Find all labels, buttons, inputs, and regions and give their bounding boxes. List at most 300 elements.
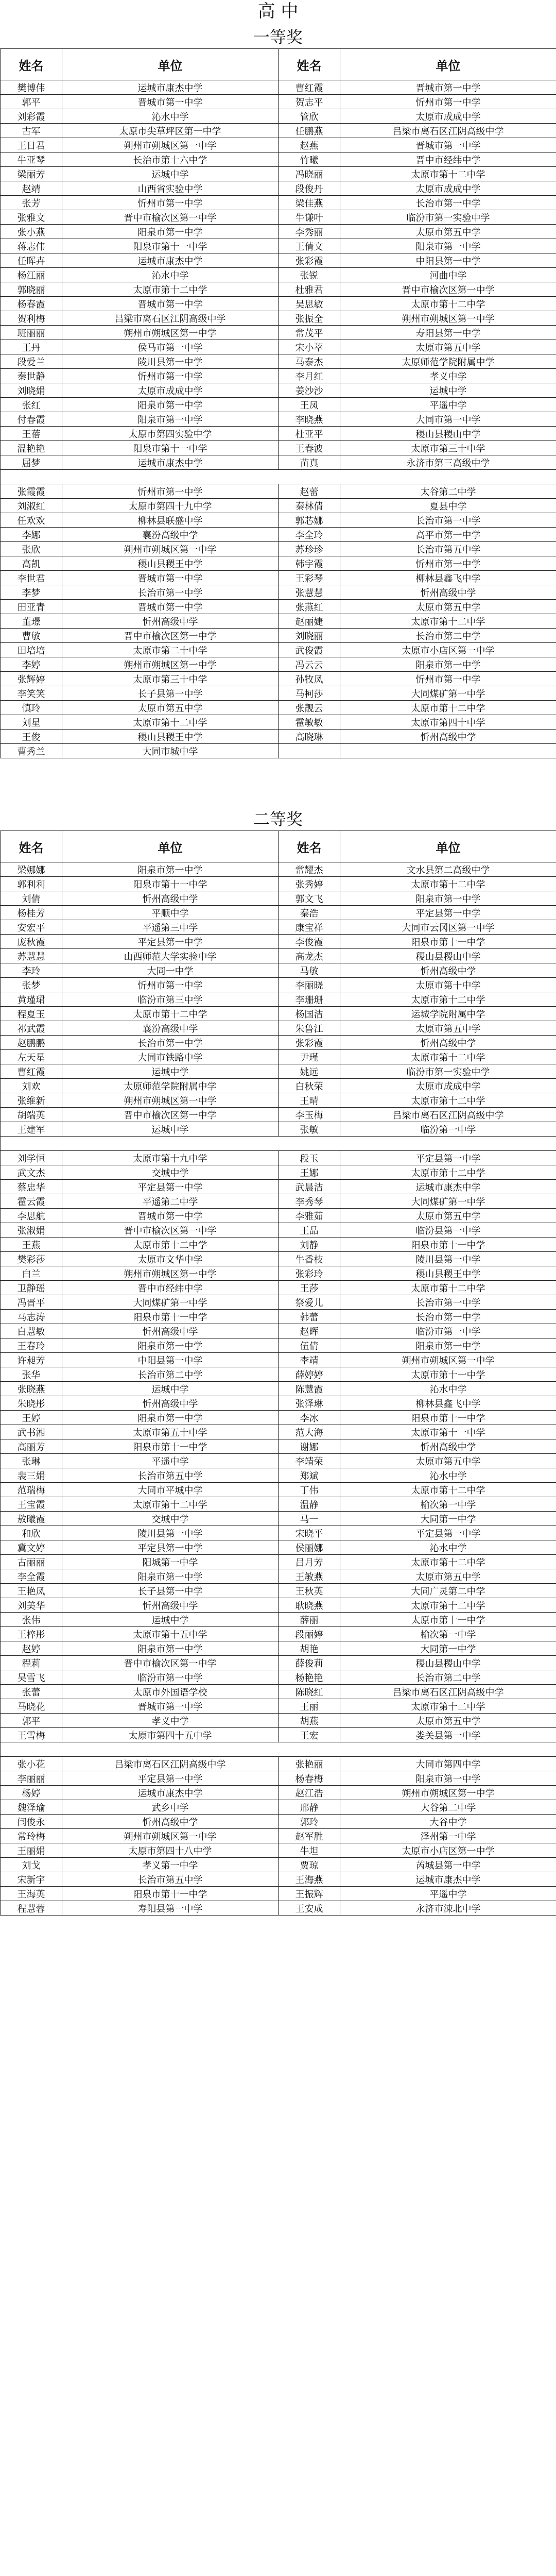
- winner-name-cell: 范瑞梅: [1, 1483, 62, 1497]
- winner-name-cell: 樊博伟: [1, 80, 62, 95]
- winner-unit-cell: 大同市铁路中学: [62, 1050, 279, 1064]
- winner-name-cell: 王海英: [1, 1887, 62, 1901]
- block-separator: [1, 1742, 556, 1757]
- winner-unit-cell: 太原市第十二中学: [62, 1238, 279, 1252]
- table-row: [1, 239, 556, 253]
- table-row: [1, 1338, 556, 1353]
- block-separator-cell: [1, 1742, 556, 1757]
- winner-unit-cell: 运城市康杰中学: [62, 253, 279, 268]
- winner-unit-cell: 长治市第一中学: [62, 585, 279, 600]
- table-row: [1, 1295, 556, 1310]
- winner-unit-cell: 阳泉市第十一中学: [62, 1887, 279, 1901]
- winner-unit-cell: 太原市成成中学: [340, 1079, 556, 1093]
- winner-unit-cell: 稷山县稷王中学: [340, 1266, 556, 1281]
- table-row: [1, 1555, 556, 1569]
- winner-name-cell: 冯晓丽: [279, 167, 340, 181]
- winner-name-cell: 竹曦: [279, 152, 340, 167]
- winner-name-cell: 王敏燕: [279, 1569, 340, 1584]
- winner-name-cell: 段俊丹: [279, 181, 340, 196]
- winner-name-cell: 和欣: [1, 1526, 62, 1540]
- winner-name-cell: 李冰: [279, 1411, 340, 1425]
- winner-unit-cell: 长治市第一中学: [340, 1295, 556, 1310]
- winner-name-cell: 班丽丽: [1, 326, 62, 340]
- winner-name-cell: 马晓花: [1, 1699, 62, 1714]
- winner-name-cell: 孙牧凤: [279, 672, 340, 686]
- winner-name-cell: 杜雅君: [279, 282, 340, 297]
- winner-name-cell: 张燕红: [279, 600, 340, 614]
- winner-name-cell: 王宝霞: [1, 1497, 62, 1512]
- winner-unit-cell: 忻州市第一中学: [62, 978, 279, 992]
- winner-name-cell: 张敏: [279, 1122, 340, 1137]
- winner-unit-cell: 大同市第四中学: [340, 1757, 556, 1771]
- table-row: [1, 1165, 556, 1180]
- table-row: [1, 1540, 556, 1555]
- winner-unit-cell: 大同第一中学: [340, 1512, 556, 1526]
- winner-name-cell: 李丽丽: [1, 1771, 62, 1786]
- winner-name-cell: 温静: [279, 1497, 340, 1512]
- table-row: [1, 1670, 556, 1685]
- winner-unit-cell: 娄关县第一中学: [340, 1728, 556, 1742]
- winner-unit-cell: 孝义第一中学: [62, 1858, 279, 1872]
- winner-unit-cell: 晋城市第一中学: [62, 1699, 279, 1714]
- winner-name-cell: 王春波: [279, 441, 340, 455]
- winner-name-cell: 刘星: [1, 715, 62, 730]
- winner-unit-cell: 陵川县第一中学: [340, 1252, 556, 1266]
- winner-name-cell: 李靖: [279, 1353, 340, 1367]
- winner-name-cell: 张梦: [1, 978, 62, 992]
- winner-unit-cell: 运城市康杰中学: [62, 1786, 279, 1800]
- winner-unit-cell: 大同第一中学: [340, 1641, 556, 1656]
- winner-name-cell: 杜亚平: [279, 427, 340, 441]
- table-row: [1, 1569, 556, 1584]
- winner-unit-cell: 朔州市朔城区第一中学: [62, 1266, 279, 1281]
- winner-unit-cell: 长治市第二中学: [340, 1670, 556, 1685]
- winner-unit-cell: 阳泉市第一中学: [62, 398, 279, 412]
- table-row: [1, 427, 556, 441]
- winner-unit-cell: 忻州高级中学: [340, 1036, 556, 1050]
- winner-name-cell: 李雅茹: [279, 1209, 340, 1223]
- winner-name-cell: 王莎: [279, 1281, 340, 1295]
- winner-name-cell: 杨江丽: [1, 268, 62, 282]
- winner-unit-cell: 永济市第三高级中学: [340, 455, 556, 470]
- table-row: [1, 585, 556, 600]
- winner-name-cell: 王丹: [1, 340, 62, 354]
- winner-name-cell: 李玲: [1, 963, 62, 978]
- winner-name-cell: 朱鲁江: [279, 1021, 340, 1036]
- winner-unit-cell: 运城中学: [62, 1613, 279, 1627]
- winner-name-cell: 张艳丽: [279, 1757, 340, 1771]
- winner-unit-cell: 阳泉市第一中学: [340, 239, 556, 253]
- table-row: [1, 715, 556, 730]
- block-separator-cell: [1, 1137, 556, 1151]
- winner-name-cell: 郭文飞: [279, 891, 340, 906]
- winner-unit-cell: 太原市第五十中学: [62, 1425, 279, 1439]
- winner-name-cell: 李玉梅: [279, 1108, 340, 1122]
- winner-name-cell: 董璟: [1, 614, 62, 629]
- winner-name-cell: 王建军: [1, 1122, 62, 1137]
- winner-unit-cell: 临汾市第一实验中学: [340, 210, 556, 225]
- winner-unit-cell: 太原市文华中学: [62, 1252, 279, 1266]
- winner-unit-cell: 沁水中学: [340, 1468, 556, 1483]
- table-row: [1, 1887, 556, 1901]
- block-separator: [1, 1137, 556, 1151]
- winner-name-cell: 胡端英: [1, 1108, 62, 1122]
- winner-name-cell: 王海燕: [279, 1872, 340, 1887]
- winner-name-cell: 刘美华: [1, 1598, 62, 1613]
- winner-unit-cell: 临汾市第一中学: [62, 1670, 279, 1685]
- winner-unit-cell: 忻州市第一中学: [340, 95, 556, 109]
- winner-unit-cell: 太原市第五中学: [340, 1714, 556, 1728]
- winner-unit-cell: 武乡中学: [62, 1800, 279, 1815]
- table-row: [1, 1425, 556, 1439]
- table-row: [1, 600, 556, 614]
- table-row: [1, 744, 556, 758]
- winner-unit-cell: 太原市第五中学: [340, 1454, 556, 1468]
- table-row: [1, 920, 556, 935]
- winner-unit-cell: 运城市康杰中学: [62, 80, 279, 95]
- table-row: [1, 1598, 556, 1613]
- winner-unit-cell: 文水县第二高级中学: [340, 862, 556, 877]
- winner-unit-cell: 太谷第二中学: [340, 484, 556, 499]
- winner-name-cell: 温艳艳: [1, 441, 62, 455]
- winner-unit-cell: 阳泉市第一中学: [340, 1338, 556, 1353]
- winner-unit-cell: 阳城第一中学: [62, 1555, 279, 1569]
- table-row: [1, 398, 556, 412]
- winner-unit-cell: 太原市第十二中学: [340, 877, 556, 891]
- winner-name-cell: 杨春霞: [1, 297, 62, 311]
- winner-unit-cell: 晋城市第一中学: [62, 600, 279, 614]
- winner-unit-cell: 晋中市经纬中学: [62, 1281, 279, 1295]
- winner-name-cell: 王娜: [279, 1165, 340, 1180]
- winner-name-cell: 敖曦霞: [1, 1512, 62, 1526]
- winner-unit-cell: 襄汾高级中学: [62, 528, 279, 542]
- winner-name-cell: 贺利梅: [1, 311, 62, 326]
- winner-name-cell: 任鹏燕: [279, 124, 340, 138]
- table-row: [1, 992, 556, 1007]
- winner-unit-cell: 太原市第十二中学: [340, 1555, 556, 1569]
- winner-name-cell: 马泰杰: [279, 354, 340, 369]
- winner-name-cell: 郭平: [1, 95, 62, 109]
- winner-unit-cell: 忻州高级中学: [62, 1396, 279, 1411]
- table-row: [1, 1526, 556, 1540]
- winner-unit-cell: 晋中市榆次区第一中学: [62, 629, 279, 643]
- winner-name-cell: 伍倩: [279, 1338, 340, 1353]
- winner-unit-cell: 忻州高级中学: [340, 730, 556, 744]
- table-row: [1, 1656, 556, 1670]
- winner-unit-cell: 大同一中学: [62, 963, 279, 978]
- winner-unit-cell: 长子县第一中学: [62, 1584, 279, 1598]
- winner-unit-cell: 沁水中学: [340, 1382, 556, 1396]
- table-row: [1, 1757, 556, 1771]
- winner-name-cell: 王燕: [1, 1238, 62, 1252]
- winner-name-cell: 王俊: [1, 730, 62, 744]
- table-row: [1, 1468, 556, 1483]
- winner-name-cell: 吴思敏: [279, 297, 340, 311]
- winner-unit-cell: 晋中市经纬中学: [340, 152, 556, 167]
- winner-name-cell: 慎玲: [1, 701, 62, 715]
- winner-unit-cell: 忻州市第一中学: [62, 484, 279, 499]
- table-row: [1, 124, 556, 138]
- winner-name-cell: 魏泽瑜: [1, 1800, 62, 1815]
- winner-unit-cell: 临汾第一中学: [340, 1122, 556, 1137]
- winner-unit-cell: 交城中学: [62, 1165, 279, 1180]
- winner-unit-cell: 晋中市榆次区第一中学: [62, 210, 279, 225]
- winner-name-cell: 白秋荣: [279, 1079, 340, 1093]
- winner-name-cell: 宋新宇: [1, 1872, 62, 1887]
- winner-name-cell: 高丽芳: [1, 1439, 62, 1454]
- winner-unit-cell: 陵川县第一中学: [62, 354, 279, 369]
- table-row: [1, 354, 556, 369]
- winner-unit-cell: 朔州市朔城区第一中学: [340, 1786, 556, 1800]
- winner-unit-cell: 太原市第十二中学: [340, 614, 556, 629]
- table-row: [1, 571, 556, 585]
- winner-unit-cell: 运城中学: [62, 1382, 279, 1396]
- winner-unit-cell: 太原市小店区第一中学: [340, 1843, 556, 1858]
- winner-name-cell: 王梓彤: [1, 1627, 62, 1641]
- winner-name-cell: 宋晓平: [279, 1526, 340, 1540]
- block-separator: [1, 470, 556, 484]
- winner-name-cell: 李月红: [279, 369, 340, 383]
- table-row: [1, 1584, 556, 1598]
- winner-unit-cell: 太原市第十一中学: [340, 1367, 556, 1382]
- table-row: [1, 1281, 556, 1295]
- winner-name-cell: 张伟: [1, 1613, 62, 1627]
- winner-unit-cell: 忻州高级中学: [340, 585, 556, 600]
- winner-name-cell: 梁娜娜: [1, 862, 62, 877]
- table-row: [1, 528, 556, 542]
- winner-unit-cell: 沁水中学: [62, 109, 279, 124]
- winner-name-cell: 裴三娟: [1, 1468, 62, 1483]
- winner-unit-cell: 大同广灵第二中学: [340, 1584, 556, 1598]
- table-row: [1, 614, 556, 629]
- winner-unit-cell: 平遥中学: [62, 1454, 279, 1468]
- column-header-unit: 单位: [62, 49, 279, 80]
- winner-name-cell: 王雪梅: [1, 1728, 62, 1742]
- table-row: [1, 1786, 556, 1800]
- winner-name-cell: 张蕾: [1, 1685, 62, 1699]
- table-row: [1, 949, 556, 963]
- winner-unit-cell: 长治市第五中学: [62, 1872, 279, 1887]
- winner-unit-cell: 沁水中学: [340, 1540, 556, 1555]
- winner-unit-cell: 芮城县第一中学: [340, 1858, 556, 1872]
- table-row: [1, 906, 556, 920]
- winner-name-cell: 樊彩莎: [1, 1252, 62, 1266]
- winner-name-cell: 武文杰: [1, 1165, 62, 1180]
- table-row: [1, 513, 556, 528]
- table-row: [1, 1209, 556, 1223]
- winner-name-cell: 马志涛: [1, 1310, 62, 1324]
- winner-name-cell: 闫俊永: [1, 1815, 62, 1829]
- winner-unit-cell: 中阳县第一中学: [340, 253, 556, 268]
- winner-name-cell: 贺志平: [279, 95, 340, 109]
- winner-name-cell: 高凯: [1, 556, 62, 571]
- winner-unit-cell: 朔州市朔城区第一中学: [62, 1093, 279, 1108]
- winner-unit-cell: 平顺中学: [62, 906, 279, 920]
- winner-unit-cell: 永济市涑北中学: [340, 1901, 556, 1916]
- table-row: [1, 340, 556, 354]
- table-row: [1, 1382, 556, 1396]
- winner-unit-cell: 阳泉市第一中学: [62, 862, 279, 877]
- winner-name-cell: 曹秀兰: [1, 744, 62, 758]
- winner-name-cell: 牛香枝: [279, 1252, 340, 1266]
- winner-unit-cell: 太原市第十中学: [340, 978, 556, 992]
- winner-unit-cell: 太原市第十二中学: [340, 1598, 556, 1613]
- winner-unit-cell: 临汾市第一中学: [340, 1324, 556, 1338]
- winner-name-cell: 田亚青: [1, 600, 62, 614]
- winner-name-cell: 薛俊莉: [279, 1656, 340, 1670]
- table-row: [1, 935, 556, 949]
- table-row: [1, 1180, 556, 1194]
- winner-name-cell: 白慧敏: [1, 1324, 62, 1338]
- winner-name-cell: 王秋英: [279, 1584, 340, 1598]
- winner-unit-cell: 大同煤矿第一中学: [340, 1194, 556, 1209]
- winner-unit-cell: 孝义中学: [340, 369, 556, 383]
- table-row: [1, 1122, 556, 1137]
- table-row: [1, 730, 556, 744]
- winner-name-cell: 赵江浩: [279, 1786, 340, 1800]
- winner-unit-cell: 太原师范学院附属中学: [340, 354, 556, 369]
- winner-unit-cell: 稷山县稷山中学: [340, 949, 556, 963]
- winner-name-cell: 张琳: [1, 1454, 62, 1468]
- winner-name-cell: 杨国洁: [279, 1007, 340, 1021]
- table-row: [1, 556, 556, 571]
- column-header-name2: 姓名: [279, 831, 340, 862]
- winner-unit-cell: 太原市外国语学校: [62, 1685, 279, 1699]
- winner-unit-cell: 朔州市朔城区第一中学: [340, 1353, 556, 1367]
- winner-name-cell: 王蓓: [1, 427, 62, 441]
- winner-unit-cell: 吕梁市离石区江阴高级中学: [62, 311, 279, 326]
- winner-unit-cell: [340, 744, 556, 758]
- winner-unit-cell: 太原市尖草坪区第一中学: [62, 124, 279, 138]
- winner-name-cell: 胡艳: [279, 1641, 340, 1656]
- winner-unit-cell: 寿阳县第一中学: [62, 1901, 279, 1916]
- winner-unit-cell: 太原市第五中学: [340, 225, 556, 239]
- winner-name-cell: 刘静: [279, 1238, 340, 1252]
- winner-unit-cell: 长治市第十六中学: [62, 152, 279, 167]
- winner-name-cell: 冯晋平: [1, 1295, 62, 1310]
- winner-unit-cell: 平遥中学: [340, 1887, 556, 1901]
- section-gap: [0, 758, 556, 805]
- winner-unit-cell: 阳泉市第十一中学: [62, 441, 279, 455]
- winner-name-cell: 霍敏敏: [279, 715, 340, 730]
- table-row: [1, 963, 556, 978]
- winner-unit-cell: 太原市第四实验中学: [62, 427, 279, 441]
- winner-name-cell: 王丽娟: [1, 1843, 62, 1858]
- table-row: [1, 1872, 556, 1887]
- winner-name-cell: 庞秋霞: [1, 935, 62, 949]
- winner-name-cell: 赵军胜: [279, 1829, 340, 1843]
- winner-unit-cell: 吕梁市离石区江阴高级中学: [340, 124, 556, 138]
- winner-unit-cell: 忻州高级中学: [340, 1439, 556, 1454]
- winner-unit-cell: 太原市第十二中学: [62, 1497, 279, 1512]
- winner-unit-cell: 太原市第十二中学: [62, 715, 279, 730]
- table-row: [1, 1728, 556, 1742]
- winner-unit-cell: 稷山县稷山中学: [340, 1656, 556, 1670]
- winner-unit-cell: 平定县第一中学: [62, 1180, 279, 1194]
- winner-name-cell: 张靓云: [279, 701, 340, 715]
- winner-name-cell: 王倩文: [279, 239, 340, 253]
- winner-unit-cell: 忻州高级中学: [340, 963, 556, 978]
- winner-unit-cell: 阳泉市第一中学: [62, 1641, 279, 1656]
- winner-unit-cell: 平定县第一中学: [340, 1526, 556, 1540]
- winner-unit-cell: 太原市第五中学: [340, 1569, 556, 1584]
- table-row: [1, 1036, 556, 1050]
- winner-unit-cell: 忻州高级中学: [62, 1815, 279, 1829]
- table-row: [1, 1151, 556, 1165]
- table-row: [1, 1439, 556, 1454]
- winner-name-cell: 黄瑾珺: [1, 992, 62, 1007]
- winner-unit-cell: 孝义中学: [62, 1714, 279, 1728]
- table-row: [1, 282, 556, 297]
- table-row: [1, 297, 556, 311]
- table-row: [1, 1093, 556, 1108]
- winner-name-cell: 张淑娟: [1, 1223, 62, 1238]
- winner-unit-cell: 太原市第十一中学: [340, 1425, 556, 1439]
- winner-name-cell: 刘学恒: [1, 1151, 62, 1165]
- winner-name-cell: 曹红霞: [1, 1064, 62, 1079]
- winner-unit-cell: 阳泉市第十一中学: [340, 935, 556, 949]
- winner-name-cell: 蒋志伟: [1, 239, 62, 253]
- winner-name-cell: 李珊珊: [279, 992, 340, 1007]
- winner-name-cell: 李思航: [1, 1209, 62, 1223]
- winner-name-cell: 梁佳燕: [279, 196, 340, 210]
- table-row: [1, 484, 556, 499]
- winner-unit-cell: 寿阳县第一中学: [340, 326, 556, 340]
- winner-unit-cell: 忻州高级中学: [62, 614, 279, 629]
- winner-unit-cell: 忻州高级中学: [62, 1324, 279, 1338]
- winner-unit-cell: 平定县第一中学: [62, 1540, 279, 1555]
- winner-unit-cell: 长治市第二中学: [340, 629, 556, 643]
- winner-name-cell: 王彩琴: [279, 571, 340, 585]
- winner-name-cell: 胡燕: [279, 1714, 340, 1728]
- winner-name-cell: 霍云霞: [1, 1194, 62, 1209]
- winner-unit-cell: 太原市第五中学: [340, 600, 556, 614]
- award-level-heading: 二等奖: [253, 809, 303, 829]
- table-row: [1, 1353, 556, 1367]
- table-row: [1, 455, 556, 470]
- table-row: [1, 978, 556, 992]
- winner-name-cell: 王宏: [279, 1728, 340, 1742]
- winner-unit-cell: 阳泉市第一中学: [62, 412, 279, 427]
- winner-unit-cell: 柳林县联盛中学: [62, 513, 279, 528]
- table-row: [1, 253, 556, 268]
- table-row: [1, 1007, 556, 1021]
- winner-name-cell: 杨婷: [1, 1786, 62, 1800]
- table-row: [1, 210, 556, 225]
- winner-unit-cell: 运城市康杰中学: [340, 1872, 556, 1887]
- winner-name-cell: 刘晓娟: [1, 383, 62, 398]
- winner-name-cell: 张彩霞: [279, 253, 340, 268]
- winner-unit-cell: 交城中学: [62, 1512, 279, 1526]
- table-row: [1, 1901, 556, 1916]
- winner-unit-cell: 太原市第十二中学: [340, 167, 556, 181]
- winner-name-cell: 王晴: [279, 1093, 340, 1108]
- table-row: [1, 1324, 556, 1338]
- winner-unit-cell: 稷山县稷王中学: [62, 730, 279, 744]
- winner-name-cell: 张振全: [279, 311, 340, 326]
- winner-unit-cell: 吕梁市离石区江阴高级中学: [340, 1685, 556, 1699]
- table-row: [1, 1411, 556, 1425]
- table-row: [1, 1800, 556, 1815]
- winner-unit-cell: 阳泉市第一中学: [340, 657, 556, 672]
- award-level-heading: 一等奖: [253, 27, 303, 47]
- winner-name-cell: 赵丽婕: [279, 614, 340, 629]
- winner-name-cell: 张锐: [279, 268, 340, 282]
- winner-name-cell: [279, 744, 340, 758]
- column-header-name: 姓名: [1, 831, 62, 862]
- winner-unit-cell: 晋城市第一中学: [62, 297, 279, 311]
- table-row: [1, 1685, 556, 1699]
